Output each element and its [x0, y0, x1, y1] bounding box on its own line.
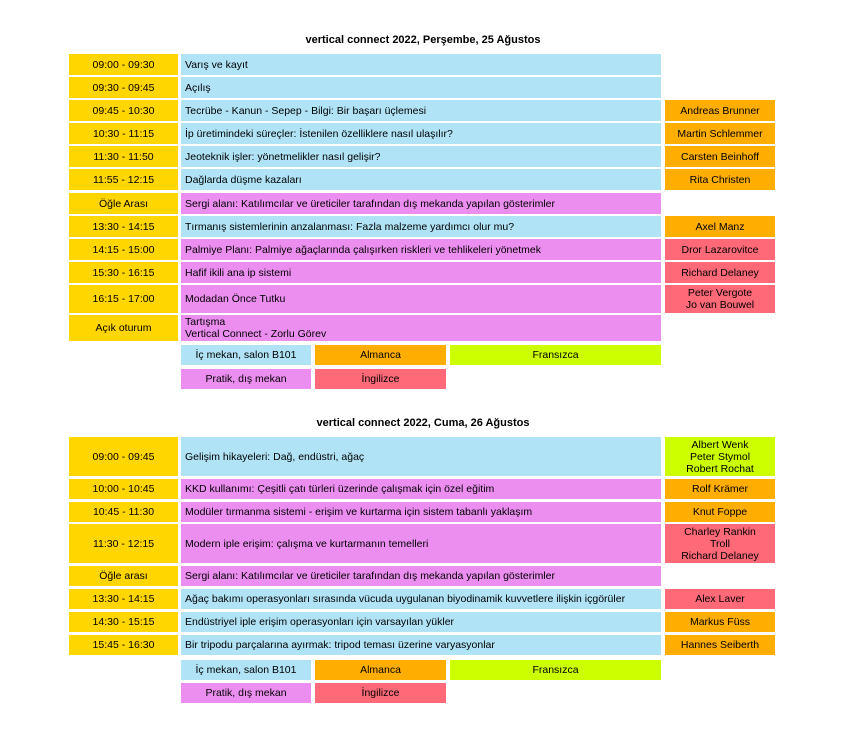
- legend-indoor: İç mekan, salon B101: [181, 660, 311, 680]
- time-slot: 11:30 - 12:15: [69, 524, 178, 563]
- speaker-cell: Albert Wenk Peter Stymol Robert Rochat: [665, 437, 775, 476]
- time-slot: 16:15 - 17:00: [69, 285, 178, 313]
- time-slot: 15:30 - 16:15: [69, 262, 178, 283]
- session-title: Tartışma Vertical Connect - Zorlu Görev: [181, 315, 661, 341]
- time-slot: 09:00 - 09:30: [69, 54, 178, 75]
- speaker-cell: Peter Vergote Jo van Bouwel: [665, 285, 775, 313]
- session-title: Hafif ikili ana ip sistemi: [181, 262, 661, 283]
- session-title: Palmiye Planı: Palmiye ağaçlarında çalışırken riskleri ve tehlikeleri yönetmek: [181, 239, 661, 260]
- legend-french: Fransızca: [450, 660, 661, 680]
- session-title: Varış ve kayıt: [181, 54, 661, 75]
- legend-english: İngilizce: [315, 683, 446, 703]
- time-slot: 14:15 - 15:00: [69, 239, 178, 260]
- session-title: İp üretimindeki süreçler: İstenilen özelliklere nasıl ulaşılır?: [181, 123, 661, 144]
- time-slot: Açık oturum: [69, 315, 178, 341]
- time-slot: 09:00 - 09:45: [69, 437, 178, 476]
- day-title: vertical connect 2022, Cuma, 26 Ağustos: [316, 417, 530, 429]
- time-slot: 10:30 - 11:15: [69, 123, 178, 144]
- time-slot: 09:30 - 09:45: [69, 77, 178, 98]
- legend-french: Fransızca: [450, 345, 661, 365]
- speaker-cell: Alex Laver: [665, 589, 775, 609]
- session-title: Gelişim hikayeleri: Dağ, endüstri, ağaç: [181, 437, 661, 476]
- session-title: Sergi alanı: Katılımcılar ve üreticiler tarafından dış mekanda yapılan gösterimler: [181, 566, 661, 586]
- day-title: vertical connect 2022, Perşembe, 25 Ağustos: [305, 34, 541, 46]
- speaker-cell: Richard Delaney: [665, 262, 775, 283]
- session-title: Dağlarda düşme kazaları: [181, 169, 661, 190]
- speaker-cell: Charley Rankin Troll Richard Delaney: [665, 524, 775, 563]
- time-slot: Öğle arası: [69, 566, 178, 586]
- session-title: Açılış: [181, 77, 661, 98]
- session-title: Tırmanış sistemlerinin anzalanması: Fazla malzeme yardımcı olur mu?: [181, 216, 661, 237]
- speaker-cell: Markus Füss: [665, 612, 775, 632]
- legend-practical: Pratik, dış mekan: [181, 369, 311, 389]
- time-slot: 11:30 - 11:50: [69, 146, 178, 167]
- time-slot: 10:00 - 10:45: [69, 479, 178, 499]
- session-title: Bir tripodu parçalarına ayırmak: tripod teması üzerine varyasyonlar: [181, 635, 661, 655]
- time-slot: 09:45 - 10:30: [69, 100, 178, 121]
- session-title: Jeoteknik işler: yönetmelikler nasıl gelişir?: [181, 146, 661, 167]
- legend-english: İngilizce: [315, 369, 446, 389]
- speaker-cell: Carsten Beinhoff: [665, 146, 775, 167]
- session-title: Modern iple erişim: çalışma ve kurtarmanın temelleri: [181, 524, 661, 563]
- legend-practical: Pratik, dış mekan: [181, 683, 311, 703]
- session-title: Modüler tırmanma sistemi - erişim ve kurtarma için sistem tabanlı yaklaşım: [181, 502, 661, 522]
- time-slot: Öğle Arası: [69, 193, 178, 214]
- time-slot: 11:55 - 12:15: [69, 169, 178, 190]
- session-title: Endüstriyel iple erişim operasyonları için varsayılan yükler: [181, 612, 661, 632]
- time-slot: 13:30 - 14:15: [69, 589, 178, 609]
- speaker-cell: Rita Christen: [665, 169, 775, 190]
- legend-indoor: İç mekan, salon B101: [181, 345, 311, 365]
- session-title: Sergi alanı: Katılımcılar ve üreticiler tarafından dış mekanda yapılan gösterimler: [181, 193, 661, 214]
- speaker-cell: Knut Foppe: [665, 502, 775, 522]
- speaker-cell: Hannes Seiberth: [665, 635, 775, 655]
- session-title: KKD kullanımı: Çeşitli çatı türleri üzerinde çalışmak için özel eğitim: [181, 479, 661, 499]
- speaker-cell: Rolf Krämer: [665, 479, 775, 499]
- time-slot: 15:45 - 16:30: [69, 635, 178, 655]
- legend-german: Almanca: [315, 345, 446, 365]
- session-title: Tecrübe - Kanun - Sepep - Bilgi: Bir başarı üçlemesi: [181, 100, 661, 121]
- session-title: Ağaç bakımı operasyonları sırasında vücuda uygulanan biyodinamik kuvvetlere ilişkin içgörüler: [181, 589, 661, 609]
- session-title: Modadan Önce Tutku: [181, 285, 661, 313]
- speaker-cell: Andreas Brunner: [665, 100, 775, 121]
- time-slot: 10:45 - 11:30: [69, 502, 178, 522]
- legend-german: Almanca: [315, 660, 446, 680]
- speaker-cell: Martin Schlemmer: [665, 123, 775, 144]
- time-slot: 14:30 - 15:15: [69, 612, 178, 632]
- speaker-cell: Dror Lazarovitce: [665, 239, 775, 260]
- time-slot: 13:30 - 14:15: [69, 216, 178, 237]
- speaker-cell: Axel Manz: [665, 216, 775, 237]
